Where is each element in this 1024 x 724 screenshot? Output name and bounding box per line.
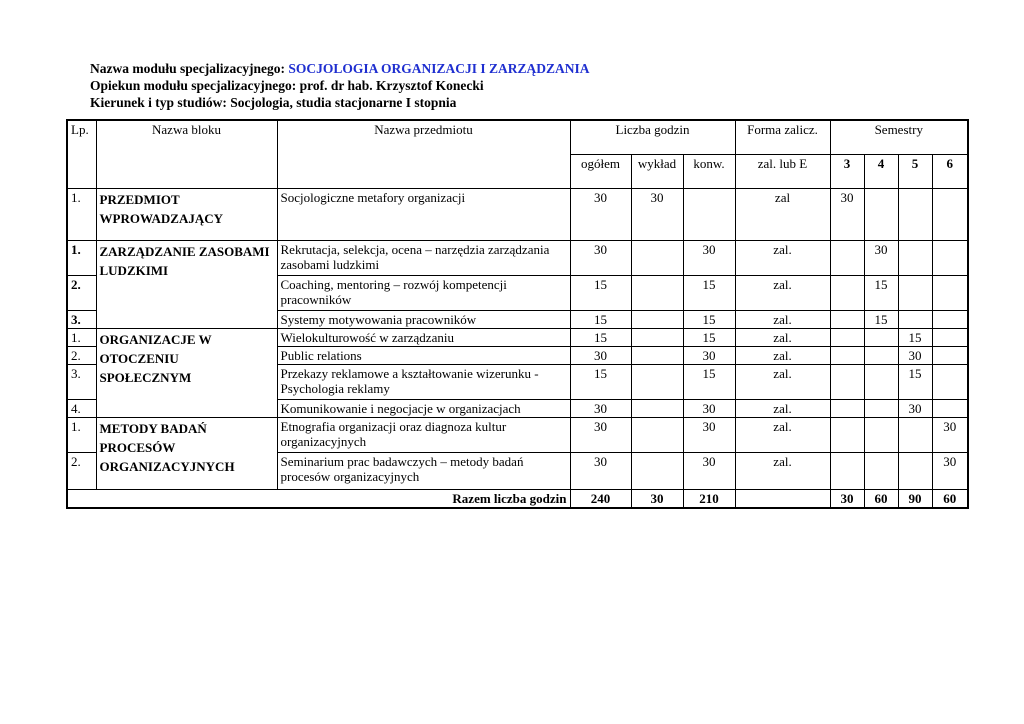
row-lp: 1. bbox=[67, 417, 96, 452]
row-sem-3 bbox=[830, 364, 864, 399]
row-subject: Seminarium prac badawczych – metody badań procesów organizacyjnych bbox=[277, 452, 570, 489]
row-conv bbox=[683, 188, 735, 240]
row-form: zal. bbox=[735, 275, 830, 310]
row-total: 15 bbox=[570, 364, 631, 399]
row-form: zal. bbox=[735, 417, 830, 452]
row-lecture bbox=[631, 310, 683, 328]
row-sem-4 bbox=[864, 364, 898, 399]
row-subject: Wielokulturowość w zarządzaniu bbox=[277, 328, 570, 346]
row-lp: 4. bbox=[67, 399, 96, 417]
row-form: zal bbox=[735, 188, 830, 240]
row-form: zal. bbox=[735, 240, 830, 275]
row-subject: Coaching, mentoring – rozwój kompetencji pracowników bbox=[277, 275, 570, 310]
header-sem-3: 3 bbox=[830, 154, 864, 188]
block-name: ZARZĄDZANIE ZASOBAMI LUDZKIMI bbox=[96, 240, 277, 328]
row-conv: 15 bbox=[683, 364, 735, 399]
summary-sem-4: 60 bbox=[864, 489, 898, 508]
summary-sem-6: 60 bbox=[932, 489, 968, 508]
row-sem-5 bbox=[898, 452, 932, 489]
curriculum-table bbox=[66, 119, 969, 509]
module-name-label: Nazwa modułu specjalizacyjnego: bbox=[90, 61, 289, 76]
table-row bbox=[67, 328, 968, 346]
block-name: ORGANIZACJE W OTOCZENIU SPOŁECZNYM bbox=[96, 328, 277, 417]
row-conv: 30 bbox=[683, 452, 735, 489]
header-subject-name: Nazwa przedmiotu bbox=[277, 120, 570, 188]
row-sem-5 bbox=[898, 310, 932, 328]
header-sem-4: 4 bbox=[864, 154, 898, 188]
row-subject: Komunikowanie i negocjacje w organizacjach bbox=[277, 399, 570, 417]
row-lecture bbox=[631, 399, 683, 417]
row-total: 15 bbox=[570, 275, 631, 310]
row-form: zal. bbox=[735, 310, 830, 328]
table-row bbox=[67, 240, 968, 275]
row-sem-4 bbox=[864, 417, 898, 452]
row-conv: 30 bbox=[683, 399, 735, 417]
row-lp: 1. bbox=[67, 240, 96, 275]
module-name-line bbox=[90, 60, 590, 77]
row-sem-6 bbox=[932, 364, 968, 399]
row-sem-6: 30 bbox=[932, 417, 968, 452]
row-conv: 15 bbox=[683, 310, 735, 328]
table-row bbox=[67, 188, 968, 240]
module-name-value: SOCJOLOGIA ORGANIZACJI I ZARZĄDZANIA bbox=[288, 61, 590, 76]
row-conv: 30 bbox=[683, 417, 735, 452]
row-sem-6 bbox=[932, 275, 968, 310]
row-sem-5: 15 bbox=[898, 328, 932, 346]
row-lecture: 30 bbox=[631, 188, 683, 240]
row-subject: Socjologiczne metafory organizacji bbox=[277, 188, 570, 240]
row-sem-3 bbox=[830, 452, 864, 489]
row-sem-4 bbox=[864, 328, 898, 346]
row-lecture bbox=[631, 346, 683, 364]
summary-sem-3: 30 bbox=[830, 489, 864, 508]
row-subject: Rekrutacja, selekcja, ocena – narzędzia zarządzania zasobami ludzkimi bbox=[277, 240, 570, 275]
row-lp: 2. bbox=[67, 275, 96, 310]
row-sem-3 bbox=[830, 328, 864, 346]
row-lp: 1. bbox=[67, 328, 96, 346]
row-subject: Etnografia organizacji oraz diagnoza kultur organizacyjnych bbox=[277, 417, 570, 452]
block-organizations-social bbox=[67, 328, 968, 417]
document-header bbox=[90, 60, 590, 111]
block-introductory bbox=[67, 188, 968, 240]
table-head bbox=[67, 120, 968, 188]
row-lp: 2. bbox=[67, 346, 96, 364]
header-lecture: wykład bbox=[631, 154, 683, 188]
row-sem-6: 30 bbox=[932, 452, 968, 489]
row-total: 30 bbox=[570, 240, 631, 275]
row-subject: Przekazy reklamowe a kształtowanie wizerunku -Psychologia reklamy bbox=[277, 364, 570, 399]
header-conv: konw. bbox=[683, 154, 735, 188]
header-sem-5: 5 bbox=[898, 154, 932, 188]
row-lecture bbox=[631, 275, 683, 310]
header-lp: Lp. bbox=[67, 120, 96, 188]
row-total: 30 bbox=[570, 417, 631, 452]
row-sem-5 bbox=[898, 188, 932, 240]
row-conv: 15 bbox=[683, 328, 735, 346]
row-sem-3 bbox=[830, 275, 864, 310]
row-sem-4 bbox=[864, 399, 898, 417]
row-conv: 15 bbox=[683, 275, 735, 310]
row-sem-4: 30 bbox=[864, 240, 898, 275]
summary-label: Razem liczba godzin bbox=[67, 489, 570, 508]
row-total: 30 bbox=[570, 346, 631, 364]
row-sem-5 bbox=[898, 240, 932, 275]
row-form: zal. bbox=[735, 452, 830, 489]
row-sem-3 bbox=[830, 417, 864, 452]
block-research-methods bbox=[67, 417, 968, 489]
row-total: 30 bbox=[570, 399, 631, 417]
summary-conv: 210 bbox=[683, 489, 735, 508]
row-lp: 1. bbox=[67, 188, 96, 240]
row-lecture bbox=[631, 417, 683, 452]
summary-row bbox=[67, 489, 968, 508]
summary-total: 240 bbox=[570, 489, 631, 508]
row-sem-3 bbox=[830, 346, 864, 364]
table-row bbox=[67, 417, 968, 452]
row-sem-5 bbox=[898, 275, 932, 310]
row-subject: Systemy motywowania pracowników bbox=[277, 310, 570, 328]
summary-lecture: 30 bbox=[631, 489, 683, 508]
row-total: 15 bbox=[570, 328, 631, 346]
block-hr-management bbox=[67, 240, 968, 328]
row-conv: 30 bbox=[683, 346, 735, 364]
row-sem-6 bbox=[932, 188, 968, 240]
row-sem-5: 30 bbox=[898, 399, 932, 417]
row-sem-4 bbox=[864, 188, 898, 240]
row-form: zal. bbox=[735, 399, 830, 417]
row-conv: 30 bbox=[683, 240, 735, 275]
row-sem-5 bbox=[898, 417, 932, 452]
row-lecture bbox=[631, 364, 683, 399]
header-block-name: Nazwa bloku bbox=[96, 120, 277, 188]
module-supervisor-line: Opiekun modułu specjalizacyjnego: prof. dr hab. Krzysztof Konecki bbox=[90, 78, 484, 93]
row-total: 30 bbox=[570, 452, 631, 489]
row-total: 15 bbox=[570, 310, 631, 328]
summary-sem-5: 90 bbox=[898, 489, 932, 508]
row-lecture bbox=[631, 452, 683, 489]
row-sem-5: 15 bbox=[898, 364, 932, 399]
row-total: 30 bbox=[570, 188, 631, 240]
row-sem-4: 15 bbox=[864, 275, 898, 310]
row-sem-6 bbox=[932, 399, 968, 417]
header-form-type: zal. lub E bbox=[735, 154, 830, 188]
header-total: ogółem bbox=[570, 154, 631, 188]
row-sem-6 bbox=[932, 310, 968, 328]
row-sem-4 bbox=[864, 346, 898, 364]
row-sem-6 bbox=[932, 240, 968, 275]
row-sem-3 bbox=[830, 399, 864, 417]
block-name: PRZEDMIOT WPROWADZAJĄCY bbox=[96, 188, 277, 240]
header-semesters: Semestry bbox=[830, 120, 968, 154]
row-lecture bbox=[631, 240, 683, 275]
row-lp: 3. bbox=[67, 364, 96, 399]
block-name: METODY BADAŃ PROCESÓW ORGANIZACYJNYCH bbox=[96, 417, 277, 489]
row-form: zal. bbox=[735, 328, 830, 346]
row-lp: 2. bbox=[67, 452, 96, 489]
row-sem-4 bbox=[864, 452, 898, 489]
row-sem-3 bbox=[830, 240, 864, 275]
row-lecture bbox=[631, 328, 683, 346]
header-form: Forma zalicz. bbox=[735, 120, 830, 154]
row-sem-5: 30 bbox=[898, 346, 932, 364]
row-lp: 3. bbox=[67, 310, 96, 328]
study-program-line: Kierunek i typ studiów: Socjologia, studia stacjonarne I stopnia bbox=[90, 95, 457, 110]
row-sem-4: 15 bbox=[864, 310, 898, 328]
row-sem-3: 30 bbox=[830, 188, 864, 240]
summary-form bbox=[735, 489, 830, 508]
row-form: zal. bbox=[735, 364, 830, 399]
row-form: zal. bbox=[735, 346, 830, 364]
row-sem-6 bbox=[932, 328, 968, 346]
row-sem-3 bbox=[830, 310, 864, 328]
row-sem-6 bbox=[932, 346, 968, 364]
row-subject: Public relations bbox=[277, 346, 570, 364]
header-hours: Liczba godzin bbox=[570, 120, 735, 154]
header-sem-6: 6 bbox=[932, 154, 968, 188]
table-summary bbox=[67, 489, 968, 508]
